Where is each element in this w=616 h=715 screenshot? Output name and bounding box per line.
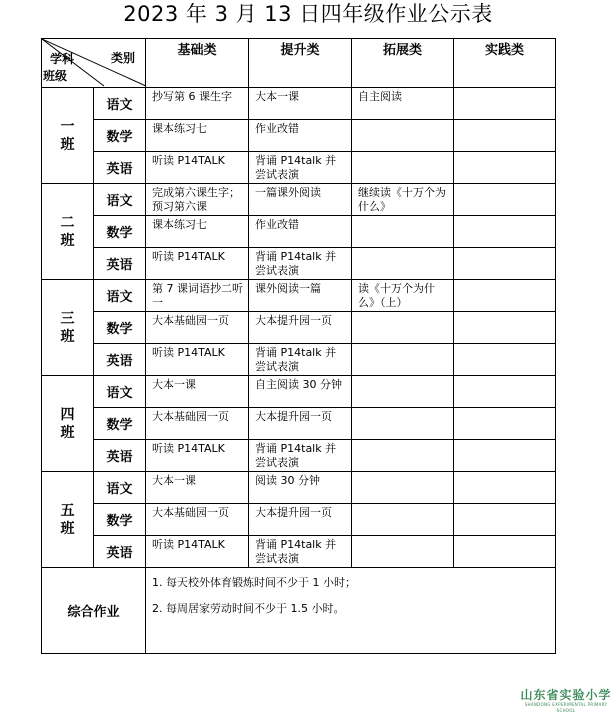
improve-task-cell: 背诵 P14talk 并尝试表演 <box>249 440 352 472</box>
improve-task-cell: 大本一课 <box>249 88 352 120</box>
basic-task-cell: 听读 P14TALK <box>146 152 249 184</box>
expand-task-cell <box>352 216 454 248</box>
table-row <box>42 152 556 184</box>
practice-task-cell <box>454 312 556 344</box>
practice-task-cell <box>454 472 556 504</box>
expand-task-cell <box>352 376 454 408</box>
table-row <box>42 184 556 216</box>
expand-task-cell <box>352 152 454 184</box>
header-row <box>42 39 556 88</box>
class-name: 二 班 <box>60 214 75 249</box>
table-row <box>42 376 556 408</box>
table-row <box>42 472 556 504</box>
table-row <box>42 408 556 440</box>
subject-cell: 英语 <box>94 152 146 184</box>
header-basic: 基础类 <box>146 39 249 88</box>
table-row <box>42 536 556 568</box>
subject-cell: 英语 <box>94 536 146 568</box>
basic-task-cell: 听读 P14TALK <box>146 344 249 376</box>
expand-task-cell: 继续读《十万个为什么》 <box>352 184 454 216</box>
practice-task-cell <box>454 440 556 472</box>
expand-task-cell <box>352 504 454 536</box>
subject-cell: 语文 <box>94 88 146 120</box>
practice-task-cell <box>454 536 556 568</box>
header-subject-label: 学科 <box>50 52 75 66</box>
practice-task-cell <box>454 216 556 248</box>
improve-task-cell: 作业改错 <box>249 216 352 248</box>
class-name: 三 班 <box>60 310 75 345</box>
summary-item: 1. 每天校外体育锻炼时间不少于 1 小时； <box>152 576 356 589</box>
table-row <box>42 120 556 152</box>
header-category-label: 类别 <box>110 51 135 65</box>
practice-task-cell <box>454 184 556 216</box>
improve-task-cell: 背诵 P14talk 并尝试表演 <box>249 152 352 184</box>
diagonal-header-cell <box>42 39 146 88</box>
header-expand: 拓展类 <box>352 39 454 88</box>
expand-task-cell <box>352 536 454 568</box>
expand-task-cell <box>352 312 454 344</box>
class-name-cell <box>42 280 94 376</box>
class-name-cell <box>42 184 94 280</box>
subject-cell: 数学 <box>94 312 146 344</box>
page-title: 2023 年 3 月 13 日四年级作业公示表 <box>123 2 493 26</box>
improve-task-cell: 背诵 P14talk 并尝试表演 <box>249 536 352 568</box>
basic-task-cell: 听读 P14TALK <box>146 248 249 280</box>
basic-task-cell: 抄写第 6 课生字 <box>146 88 249 120</box>
class-name-cell <box>42 472 94 568</box>
subject-cell: 数学 <box>94 408 146 440</box>
subject-cell: 语文 <box>94 280 146 312</box>
class-name-cell <box>42 88 94 184</box>
subject-cell: 数学 <box>94 216 146 248</box>
table-row <box>42 504 556 536</box>
improve-task-cell: 大本提升园一页 <box>249 504 352 536</box>
school-logo <box>520 688 612 714</box>
class-name-cell <box>42 376 94 472</box>
expand-task-cell <box>352 408 454 440</box>
improve-task-cell: 作业改错 <box>249 120 352 152</box>
class-name: 一 班 <box>60 118 75 153</box>
improve-task-cell: 背诵 P14talk 并尝试表演 <box>249 248 352 280</box>
basic-task-cell: 大本一课 <box>146 472 249 504</box>
basic-task-cell: 大本基础园一页 <box>146 504 249 536</box>
class-name: 五 班 <box>60 502 75 537</box>
table-row <box>42 312 556 344</box>
subject-cell: 语文 <box>94 472 146 504</box>
practice-task-cell <box>454 344 556 376</box>
basic-task-cell: 课本练习七 <box>146 216 249 248</box>
practice-task-cell <box>454 408 556 440</box>
basic-task-cell: 听读 P14TALK <box>146 536 249 568</box>
header-improve: 提升类 <box>249 39 352 88</box>
basic-task-cell: 大本基础园一页 <box>146 312 249 344</box>
subject-cell: 语文 <box>94 184 146 216</box>
expand-task-cell: 自主阅读 <box>352 88 454 120</box>
summary-content <box>146 568 556 654</box>
improve-task-cell: 课外阅读一篇 <box>249 280 352 312</box>
school-logo-en: SHANDONG EXPERIMENTAL PRIMARY SCHOOL <box>524 702 608 713</box>
improve-task-cell: 阅读 30 分钟 <box>249 472 352 504</box>
table-row <box>42 280 556 312</box>
subject-cell: 英语 <box>94 248 146 280</box>
improve-task-cell: 一篇课外阅读 <box>249 184 352 216</box>
expand-task-cell <box>352 248 454 280</box>
header-class-label: 班级 <box>43 69 68 83</box>
practice-task-cell <box>454 280 556 312</box>
improve-task-cell: 自主阅读 30 分钟 <box>249 376 352 408</box>
basic-task-cell: 第 7 课词语抄二听一 <box>146 280 249 312</box>
practice-task-cell <box>454 120 556 152</box>
school-logo-name: 山东省实验小学 <box>520 688 612 702</box>
table-row <box>42 248 556 280</box>
expand-task-cell <box>352 472 454 504</box>
practice-task-cell <box>454 88 556 120</box>
basic-task-cell: 听读 P14TALK <box>146 440 249 472</box>
basic-task-cell: 大本基础园一页 <box>146 408 249 440</box>
summary-label: 综合作业 <box>42 568 146 654</box>
practice-task-cell <box>454 376 556 408</box>
class-name: 四 班 <box>60 406 75 441</box>
practice-task-cell <box>454 248 556 280</box>
subject-cell: 英语 <box>94 344 146 376</box>
subject-cell: 数学 <box>94 504 146 536</box>
improve-task-cell: 大本提升园一页 <box>249 408 352 440</box>
improve-task-cell: 背诵 P14talk 并尝试表演 <box>249 344 352 376</box>
basic-task-cell: 大本一课 <box>146 376 249 408</box>
basic-task-cell: 完成第六课生字；预习第六课 <box>146 184 249 216</box>
table-row <box>42 216 556 248</box>
subject-cell: 英语 <box>94 440 146 472</box>
expand-task-cell <box>352 120 454 152</box>
expand-task-cell <box>352 440 454 472</box>
table-row <box>42 88 556 120</box>
expand-task-cell <box>352 344 454 376</box>
table-row <box>42 440 556 472</box>
expand-task-cell: 读《十万个为什么》（上） <box>352 280 454 312</box>
table-row <box>42 344 556 376</box>
basic-task-cell: 课本练习七 <box>146 120 249 152</box>
improve-task-cell: 大本提升园一页 <box>249 312 352 344</box>
subject-cell: 语文 <box>94 376 146 408</box>
practice-task-cell <box>454 152 556 184</box>
summary-row <box>42 568 556 654</box>
summary-item: 2. 每周居家劳动时间不少于 1.5 小时。 <box>152 602 345 615</box>
homework-table <box>41 38 556 654</box>
subject-cell: 数学 <box>94 120 146 152</box>
practice-task-cell <box>454 504 556 536</box>
header-practice: 实践类 <box>454 39 556 88</box>
